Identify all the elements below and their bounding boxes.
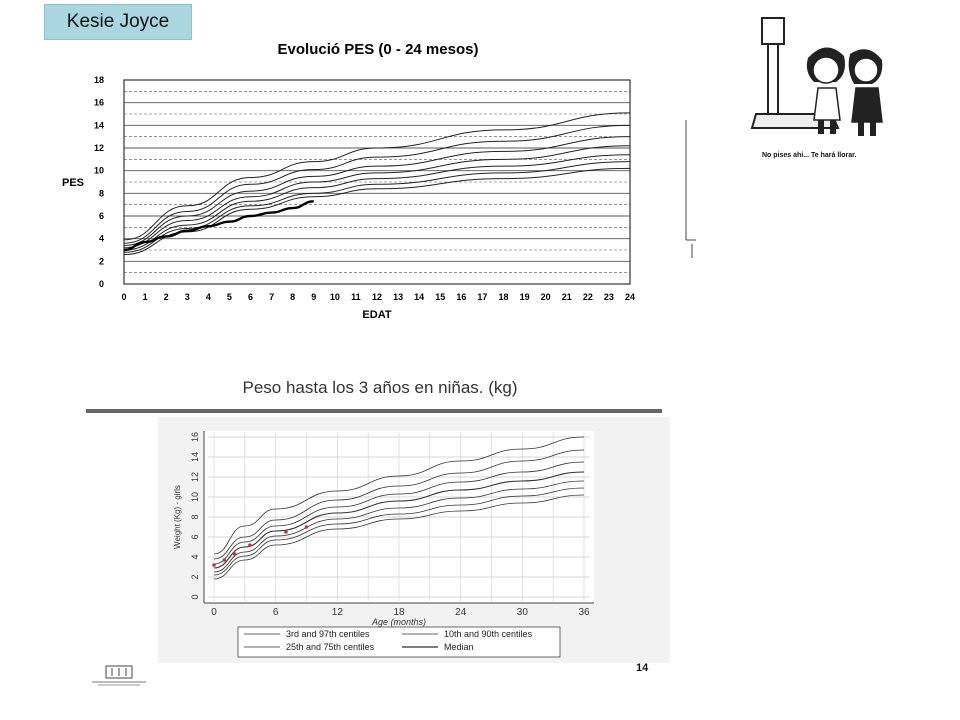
y-axis-label: Weight (Kg) - girls [173,485,182,549]
bottom-weight-chart [80,365,670,665]
child-data-point [212,563,216,567]
top-weight-chart [60,30,660,330]
y-tick-label: 12 [190,471,200,483]
y-tick-label: 14 [93,120,104,131]
x-tick-label: 36 [578,607,590,618]
x-tick-label: 18 [498,292,509,302]
x-tick-label: 12 [331,607,343,618]
child-data-point [248,543,252,547]
foundation-logo [88,664,150,688]
y-tick-label: 16 [190,431,200,443]
child-data-point [233,552,237,556]
page-number: 14 [636,662,649,674]
x-tick-label: 24 [624,292,636,302]
child-data-point [222,558,226,562]
x-tick-label: 17 [477,292,488,302]
y-tick-label: 6 [190,534,200,540]
x-tick-label: 3 [184,292,190,302]
y-tick-label: 2 [190,574,200,580]
y-tick-label: 8 [190,514,200,520]
x-tick-label: 5 [226,292,232,302]
y-tick-label: 8 [98,188,104,199]
x-tick-label: 0 [211,607,217,618]
legend-label: 3rd and 97th centiles [286,629,370,639]
cartoon-caption: No pises ahí... Te hará llorar. [762,152,857,159]
side-scale-fragment [684,118,698,260]
x-tick-label: 2 [163,292,169,302]
child-data-point [305,525,309,529]
y-tick-label: 14 [190,451,200,463]
y-tick-label: 12 [93,143,104,153]
x-tick-label: 21 [561,292,572,302]
centile-curve [124,168,630,254]
x-tick-label: 9 [311,292,317,302]
x-tick-label: 1 [142,292,148,302]
chart-title: Evolució PES (0 - 24 mesos) [277,41,479,58]
legend-label: 10th and 90th centiles [444,629,533,639]
centile-curve [124,137,630,246]
x-tick-label: 8 [290,292,296,302]
x-tick-label: 7 [269,292,275,302]
x-tick-label: 30 [516,607,528,618]
y-tick-label: 6 [98,211,104,221]
x-tick-label: 16 [456,292,467,302]
x-tick-label: 19 [519,292,530,302]
x-tick-label: 15 [435,292,446,302]
centile-curve [124,146,630,248]
centile-curve [124,113,630,240]
y-tick-label: 2 [98,256,104,267]
y-tick-label: 0 [98,279,104,289]
y-tick-label: 18 [93,75,104,85]
x-tick-label: 0 [121,292,127,302]
legend-label: 25th and 75th centiles [286,642,375,652]
x-tick-label: 11 [351,292,361,302]
y-tick-label: 10 [93,165,104,176]
x-axis-label: EDAT [362,309,392,321]
x-tick-label: 14 [414,292,425,302]
y-tick-label: 10 [190,491,200,503]
x-tick-label: 20 [540,292,551,302]
x-tick-label: 12 [371,292,383,302]
y-axis-label: PES [62,177,85,189]
cartoon-illustration [748,8,888,178]
x-tick-label: 10 [329,292,340,302]
child-data-point [284,530,288,534]
x-axis-label: Age (months) [371,617,427,627]
x-tick-label: 6 [247,292,254,302]
name-tag: Kesie Joyce [44,4,192,40]
y-tick-label: 16 [93,97,104,108]
x-tick-label: 13 [393,292,404,302]
x-tick-label: 23 [603,292,614,302]
y-tick-label: 0 [190,594,200,600]
x-tick-label: 4 [205,292,211,302]
x-tick-label: 18 [393,607,405,618]
chart-title: Peso hasta los 3 años en niñas. (kg) [242,378,518,397]
x-tick-label: 24 [455,607,467,618]
y-tick-label: 4 [98,233,104,244]
x-tick-label: 22 [582,292,593,302]
y-tick-label: 4 [190,554,200,560]
legend-label: Median [444,642,474,652]
x-tick-label: 6 [272,607,279,618]
